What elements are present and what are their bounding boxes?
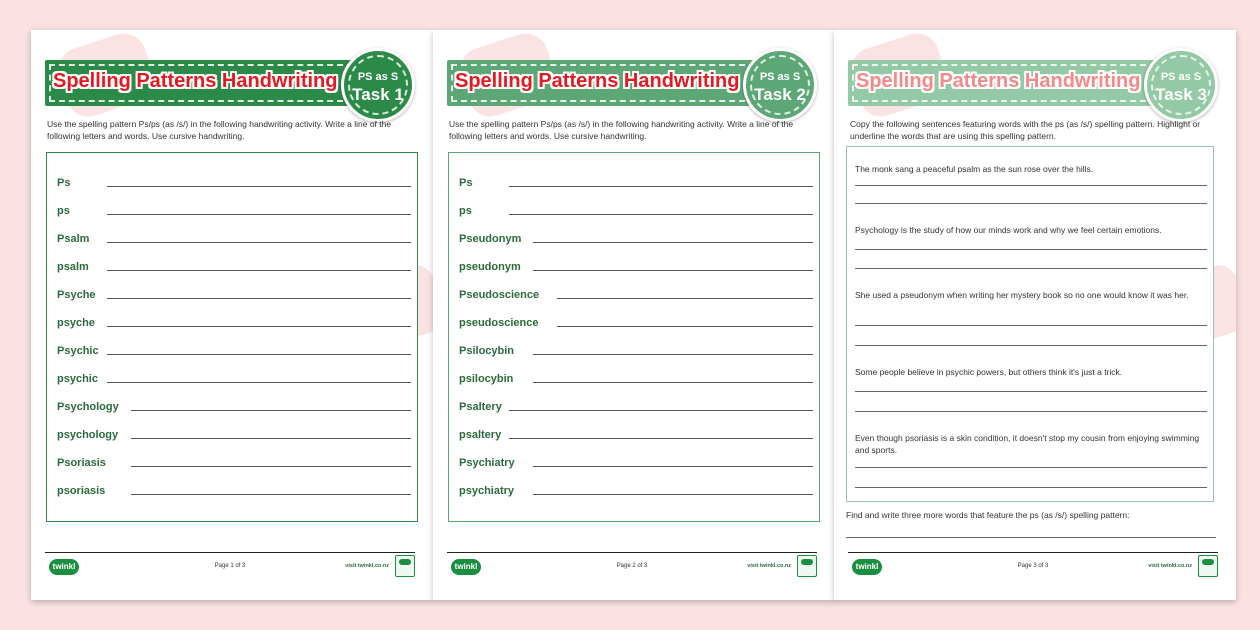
handwriting-row[interactable] — [459, 285, 813, 301]
writing-line[interactable] — [855, 268, 1207, 269]
writing-line[interactable] — [855, 391, 1207, 392]
worksheet-page-2 — [433, 30, 835, 600]
handwriting-row[interactable] — [459, 257, 813, 273]
page-title-banner — [848, 60, 1160, 106]
writing-line[interactable] — [855, 467, 1207, 468]
sentence-text: Some people believe in psychic powers, but others think it's just a trick. — [855, 367, 1123, 377]
practice-word: psoriasis — [57, 485, 106, 497]
practice-word: ps — [57, 205, 70, 217]
practice-word: Psaltery — [459, 401, 502, 413]
handwriting-row[interactable] — [459, 425, 813, 441]
handwriting-box — [448, 152, 820, 522]
page-footer — [848, 552, 1218, 582]
handwriting-row[interactable] — [459, 341, 813, 357]
quality-stamp-icon — [1198, 555, 1218, 577]
badge-task-label: Task 2 — [754, 85, 806, 104]
writing-line[interactable] — [855, 325, 1207, 326]
page-footer — [45, 552, 415, 582]
sentence-text: Even though psoriasis is a skin condition, it doesn't stop my cousin from enjoying swimming and sports. — [855, 433, 1200, 455]
writing-line[interactable] — [855, 185, 1207, 186]
badge-subtitle: PS as S — [357, 71, 399, 83]
practice-word: Psychic — [57, 345, 99, 357]
handwriting-row[interactable] — [459, 481, 813, 497]
page-number: Page 2 of 3 — [616, 563, 648, 569]
page-title: Spelling Patterns Handwriting — [856, 70, 1141, 92]
site-link[interactable]: visit twinkl.co.nz — [1148, 563, 1192, 569]
practice-word: Psilocybin — [459, 345, 515, 357]
handwriting-row[interactable] — [459, 201, 813, 217]
sentences-box — [846, 146, 1214, 502]
practice-word: psyche — [57, 317, 95, 329]
site-link[interactable]: visit twinkl.co.nz — [747, 563, 791, 569]
practice-word: pseudoscience — [459, 317, 539, 329]
handwriting-row[interactable] — [57, 397, 411, 413]
practice-word: Psychiatry — [459, 457, 515, 469]
task-badge — [743, 48, 817, 122]
worksheet-page-1 — [31, 30, 433, 600]
handwriting-row[interactable] — [57, 453, 411, 469]
handwriting-row[interactable] — [57, 313, 411, 329]
handwriting-row[interactable] — [459, 313, 813, 329]
practice-word: ps — [459, 205, 472, 217]
page-title-banner — [45, 60, 357, 106]
instructions: Use the spelling pattern Ps/ps (as /s/) in the following handwriting activity. Write a line of the following letters and words. Use cursive handwriting. — [449, 119, 794, 141]
practice-word: Pseudoscience — [459, 289, 540, 301]
sentence-text: The monk sang a peaceful psalm as the sun rose over the hills. — [855, 164, 1094, 174]
writing-line[interactable] — [855, 487, 1207, 488]
badge-task-label: Task 1 — [352, 85, 404, 104]
practice-word: psilocybin — [459, 373, 514, 385]
sentence-text: She used a pseudonym when writing her mystery book so no one would know it was her. — [855, 290, 1189, 300]
task-badge — [341, 48, 415, 122]
badge-task-label: Task 3 — [1155, 85, 1207, 104]
handwriting-row[interactable] — [57, 285, 411, 301]
practice-word: psychic — [57, 373, 98, 385]
practice-word: Ps — [57, 177, 71, 189]
practice-word: Ps — [459, 177, 473, 189]
quality-stamp-icon — [395, 555, 415, 577]
writing-line[interactable] — [855, 249, 1207, 250]
handwriting-row[interactable] — [57, 341, 411, 357]
handwriting-row[interactable] — [459, 453, 813, 469]
practice-word: psalm — [57, 261, 89, 273]
quality-stamp-icon — [797, 555, 817, 577]
twinkl-logo: twinkl — [852, 559, 882, 575]
practice-word: pseudonym — [459, 261, 521, 273]
writing-line[interactable] — [855, 203, 1207, 204]
site-link[interactable]: visit twinkl.co.nz — [345, 563, 389, 569]
page-number: Page 3 of 3 — [1017, 563, 1049, 569]
practice-word: psychology — [57, 429, 119, 441]
practice-word: psychiatry — [459, 485, 515, 497]
page-footer — [447, 552, 817, 582]
handwriting-row[interactable] — [57, 201, 411, 217]
handwriting-row[interactable] — [459, 173, 813, 189]
writing-line[interactable] — [855, 345, 1207, 346]
practice-word: Pseudonym — [459, 233, 522, 245]
page-title: Spelling Patterns Handwriting — [53, 70, 338, 92]
handwriting-row[interactable] — [57, 369, 411, 385]
writing-line[interactable] — [855, 411, 1207, 412]
twinkl-logo: twinkl — [49, 559, 79, 575]
handwriting-box — [46, 152, 418, 522]
practice-word: Psalm — [57, 233, 90, 245]
worksheet-page-3 — [834, 30, 1236, 600]
task-badge — [1144, 48, 1218, 122]
handwriting-row[interactable] — [459, 369, 813, 385]
handwriting-row[interactable] — [57, 229, 411, 245]
practice-word: psaltery — [459, 429, 502, 441]
sentence-text: Psychology is the study of how our minds work and why we feel certain emotions. — [855, 225, 1162, 235]
page-title-banner — [447, 60, 759, 106]
handwriting-row[interactable] — [459, 229, 813, 245]
page-number: Page 1 of 3 — [214, 563, 246, 569]
handwriting-row[interactable] — [57, 257, 411, 273]
handwriting-row[interactable] — [57, 173, 411, 189]
practice-word: Psychology — [57, 401, 119, 413]
practice-word: Psoriasis — [57, 457, 106, 469]
writing-line[interactable] — [846, 537, 1216, 538]
handwriting-row[interactable] — [459, 397, 813, 413]
handwriting-row[interactable] — [57, 425, 411, 441]
handwriting-row[interactable] — [57, 481, 411, 497]
instructions: Use the spelling pattern Ps/ps (as /s/) in the following handwriting activity. Write a line of the following letters and words. Use cursive handwriting. — [47, 119, 392, 141]
find-words-prompt: Find and write three more words that feature the ps (as /s/) spelling pattern: — [846, 510, 1130, 520]
practice-word: Psyche — [57, 289, 96, 301]
badge-subtitle: PS as S — [1160, 71, 1202, 83]
badge-subtitle: PS as S — [759, 71, 801, 83]
twinkl-logo: twinkl — [451, 559, 481, 575]
page-title: Spelling Patterns Handwriting — [455, 70, 740, 92]
instructions: Copy the following sentences featuring words with the ps (as /s/) spelling pattern. Highlight or underline the words that are using this spelling pattern. — [850, 119, 1201, 141]
